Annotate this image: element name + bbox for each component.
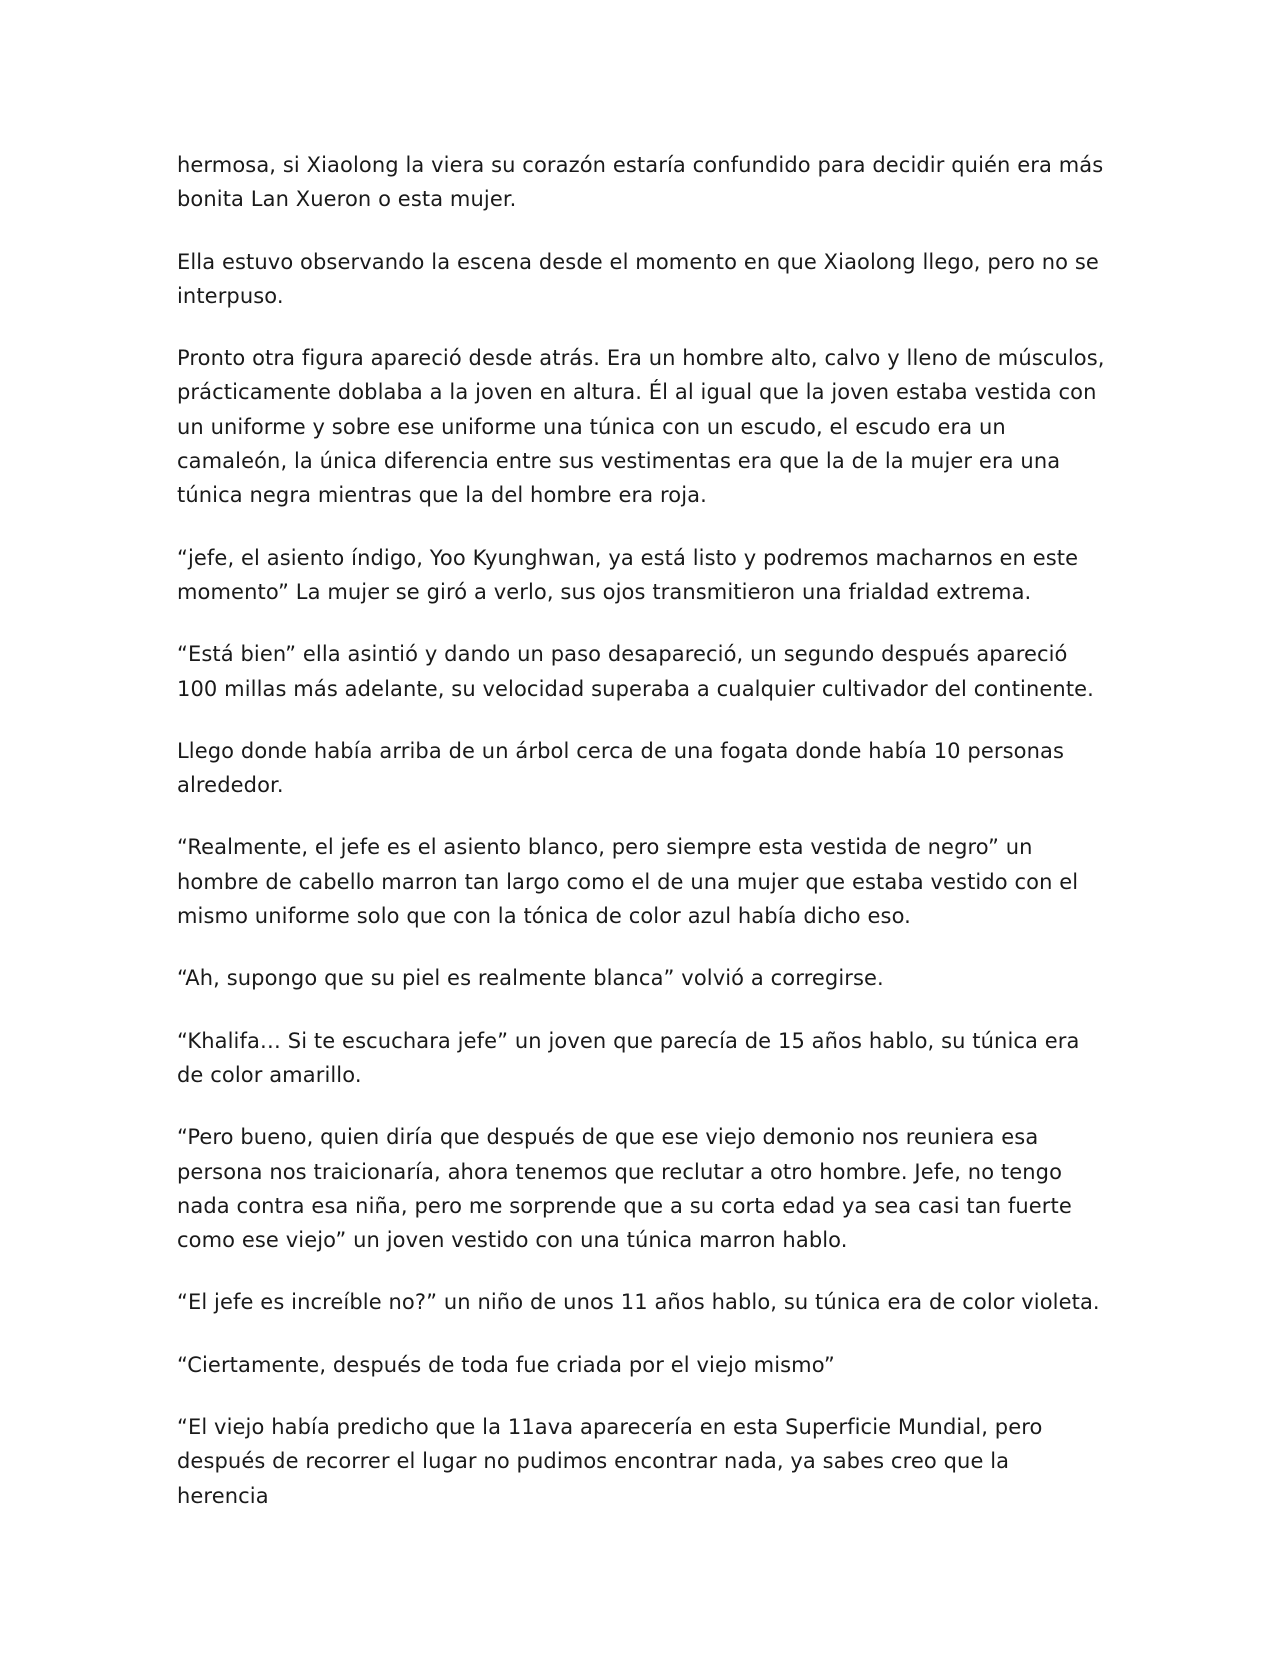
paragraph-6: Llego donde había arriba de un árbol cerca de una fogata donde había 10 personas alrededor. <box>177 738 1065 798</box>
paragraph-5: “Está bien” ella asintió y dando un paso desapareció, un segundo después apareció 100 millas más adelante, su velocidad superaba a cualquier cultivador del continente. <box>177 642 1094 701</box>
paragraph-12: “Ciertamente, después de toda fue criada por el viejo mismo” <box>177 1352 835 1377</box>
paragraph-13: “El viejo había predicho que la 11ava aparecería en esta Superficie Mundial, pero después de recorrer el lugar no pudimos encontrar nada, ya sabes creo que la herencia <box>177 1415 1043 1508</box>
paragraph-9: “Khalifa… Si te escuchara jefe” un joven que parecía de 15 años hablo, su túnica era de color amarillo. <box>177 1028 1080 1087</box>
paragraph-11: “El jefe es increíble no?” un niño de unos 11 años hablo, su túnica era de color violeta. <box>177 1290 1100 1315</box>
paragraph-2: Ella estuvo observando la escena desde el momento en que Xiaolong llego, pero no se interpuso. <box>177 249 1099 308</box>
paragraph-1: hermosa, si Xiaolong la viera su corazón estaría confundido para decidir quién era más bonita Lan Xueron o esta mujer. <box>177 153 1104 212</box>
document-body <box>177 148 1107 1513</box>
paragraph-10: “Pero bueno, quien diría que después de que ese viejo demonio nos reuniera esa persona nos traicionaría, ahora tenemos que reclutar a otro hombre. Jefe, no tengo nada contra esa niña, pero me sorprende que a su corta edad ya sea casi tan fuerte como ese viejo” un joven vestido con una túnica marron hablo. <box>177 1125 1072 1253</box>
paragraph-7: “Realmente, el jefe es el asiento blanco, pero siempre esta vestida de negro” un hombre de cabello marron tan largo como el de una mujer que estaba vestido con el mismo uniforme solo que con la tónica de color azul había dicho eso. <box>177 835 1079 929</box>
paragraph-3: Pronto otra figura apareció desde atrás. Era un hombre alto, calvo y lleno de músculos, prácticamente doblaba a la joven en altura. Él al igual que la joven estaba vestida con un uniforme y sobre ese uniforme una túnica con un escudo, el escudo era un camaleón, la única diferencia entre sus vestimentas era que la de la mujer era una túnica negra mientras que la del hombre era roja. <box>177 346 1105 508</box>
paragraph-4: “jefe, el asiento índigo, Yoo Kyunghwan, ya está listo y podremos macharnos en este momento” La mujer se giró a verlo, sus ojos transmitieron una frialdad extrema. <box>177 545 1079 604</box>
paragraph-8: “Ah, supongo que su piel es realmente blanca” volvió a corregirse. <box>177 966 884 991</box>
